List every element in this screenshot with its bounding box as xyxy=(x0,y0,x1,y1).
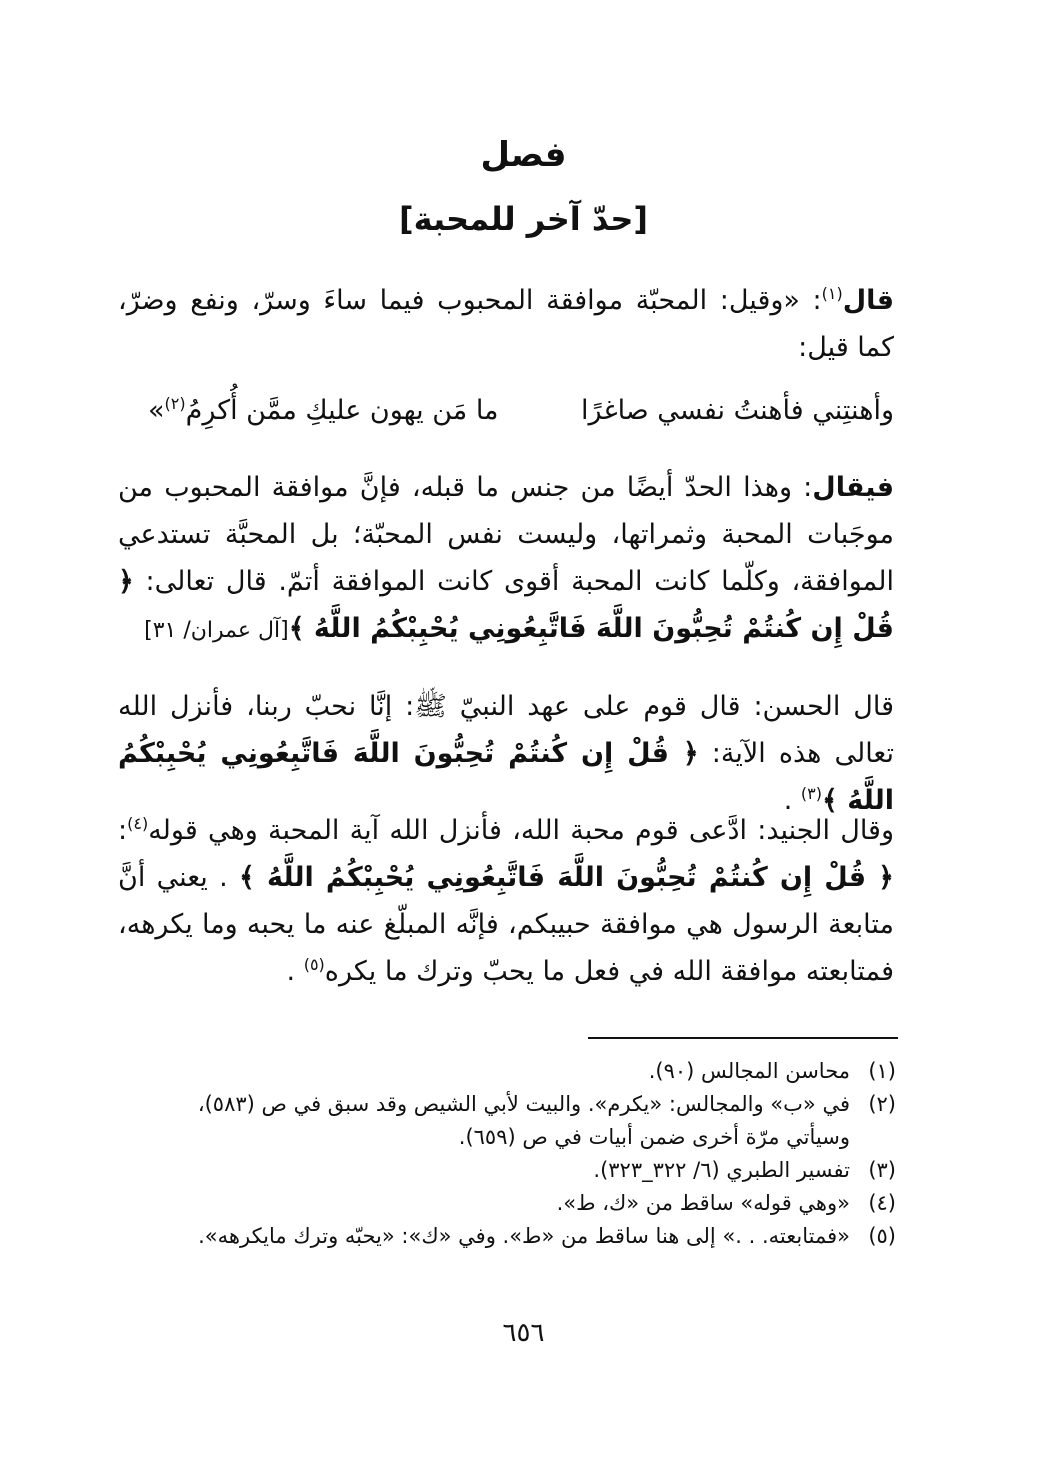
footnote-ref-4: (٤) xyxy=(127,814,149,833)
verse-hemistich-2: ما مَن يهون عليكِ ممَّن أُكرِمُ$^{(٢)}$» xyxy=(148,394,499,426)
footnote-ref-5: (٥) xyxy=(303,955,325,974)
footnote-number: (١) xyxy=(868,1059,896,1083)
lead-word: قال xyxy=(842,285,894,316)
quran-verse: ﴿ قُلْ إِن كُنتُمْ تُحِبُّونَ اللَّهَ فَاتَّبِعُونِي يُحْبِبْكُمُ اللَّهُ ﴾ xyxy=(239,862,894,893)
quran-verse: ﴿ قُلْ إِن كُنتُمْ تُحِبُّونَ اللَّهَ فَاتَّبِعُونِي يُحْبِبْكُمُ اللَّهُ ﴾ xyxy=(118,566,894,644)
footnotes xyxy=(150,1055,896,1253)
section-title: فصل xyxy=(480,135,567,175)
paragraph-text: : وهذا الحدّ أيضًا من جنس ما قبله، فإنَّ موافقة المحبوب من موجَبات المحبة وثمراتها، وليست نفس المحبّة؛ بل المحبَّة تستدعي الموافقة، وكلّما كانت المحبة أقوى كانت الموافقة أتمّ. قال تعالى: xyxy=(118,472,894,597)
paragraph-4: وقال الجنيد: ادَّعى قوم محبة الله، فأنزل الله آية المحبة وهي قوله$^{(٤)}$: ﴿ قُلْ إِن كُنتُمْ تُحِبُّونَ اللَّهَ فَاتَّبِعُونِي يُحْبِبْكُمُ اللَّهُ ﴾ . يعني أنَّ متابعة الرسول هي موافقة حبيبكم، فإنَّه المبلّغ عنه ما يحبه وما يكرهه، فمتابعته موافقة الله في فعل ما يحبّ وترك ما يكره$^{(٥)}$ . xyxy=(118,814,894,987)
footnote-ref-2: (٢) xyxy=(164,394,186,413)
paragraph-text: . يعني أنَّ متابعة الرسول هي موافقة حبيبكم، فإنَّه المبلّغ عنه ما يحبه وما يكرهه، فمتابعته موافقة الله في فعل ما يحبّ وترك ما يكره xyxy=(118,862,894,987)
verse-hemistich-1: وأهنتِني فأهنتُ نفسي صاغرًا xyxy=(581,395,894,426)
page-number: ٦٥٦ xyxy=(502,1318,545,1348)
footnote-item xyxy=(150,1187,896,1220)
paragraph-2 xyxy=(118,464,894,654)
section-subtitle: [حدّ آخر للمحبة] xyxy=(398,200,649,238)
footnote-divider xyxy=(588,1037,898,1039)
paragraph-3: قال الحسن: قال قوم على عهد النبيّ ﷺ: إنَّا نحبّ ربنا، فأنزل الله تعالى هذه الآية: ﴿ قُلْ إِن كُنتُمْ تُحِبُّونَ اللَّهَ فَاتَّبِعُونِي يُحْبِبْكُمُ اللَّهُ ﴾$^{(٣)}$ . xyxy=(118,691,894,816)
footnote-ref-1: (١) xyxy=(821,284,843,303)
paragraph-text: وقال الجنيد: ادَّعى قوم محبة الله، فأنزل الله آية المحبة وهي قوله xyxy=(148,815,894,846)
footnote-number: (٥) xyxy=(868,1224,896,1248)
lead-word: فيقال xyxy=(812,472,894,503)
footnote-ref-3: (٣) xyxy=(800,784,822,803)
footnote-item xyxy=(150,1154,896,1187)
footnote-text: «فمتابعته. . .» إلى هنا ساقط من «ط». وفي «ك»: «يحبّه وترك مايكرهه». xyxy=(198,1224,850,1248)
footnote-text: «وهي قوله» ساقط من «ك، ط». xyxy=(556,1191,850,1215)
footnote-text: تفسير الطبري (٦/ ٣٢٢_٣٢٣). xyxy=(593,1158,850,1182)
poetry-verse xyxy=(118,395,894,445)
paragraph-text: قال الحسن: قال قوم على عهد النبيّ ﷺ: إنَّا نحبّ ربنا، فأنزل الله تعالى هذه الآية: xyxy=(118,691,894,769)
footnote-text: محاسن المجالس (٩٠). xyxy=(648,1059,850,1083)
quran-verse: ﴿ قُلْ إِن كُنتُمْ تُحِبُّونَ اللَّهَ فَاتَّبِعُونِي يُحْبِبْكُمُ اللَّهُ ﴾ xyxy=(118,738,894,816)
footnote-item xyxy=(150,1088,896,1154)
footnote-item xyxy=(150,1055,896,1088)
paragraph-1 xyxy=(118,277,894,371)
paragraph-text: : «وقيل: المحبّة موافقة المحبوب فيما ساءَ وسرّ، ونفع وضرّ، كما قيل: xyxy=(118,285,894,363)
footnote-number: (٢) xyxy=(868,1092,896,1116)
footnote-number: (٤) xyxy=(868,1191,896,1215)
quran-citation: [آل عمران/ ٣١] xyxy=(144,618,289,643)
footnote-item xyxy=(150,1220,896,1253)
footnote-number: (٣) xyxy=(868,1158,896,1182)
footnote-text: في «ب» والمجالس: «يكرم». والبيت لأبي الشيص وقد سبق في ص (٥٨٣)، وسيأتي مرّة أخرى ضمن أبيات في ص (٦٥٩). xyxy=(197,1092,850,1149)
